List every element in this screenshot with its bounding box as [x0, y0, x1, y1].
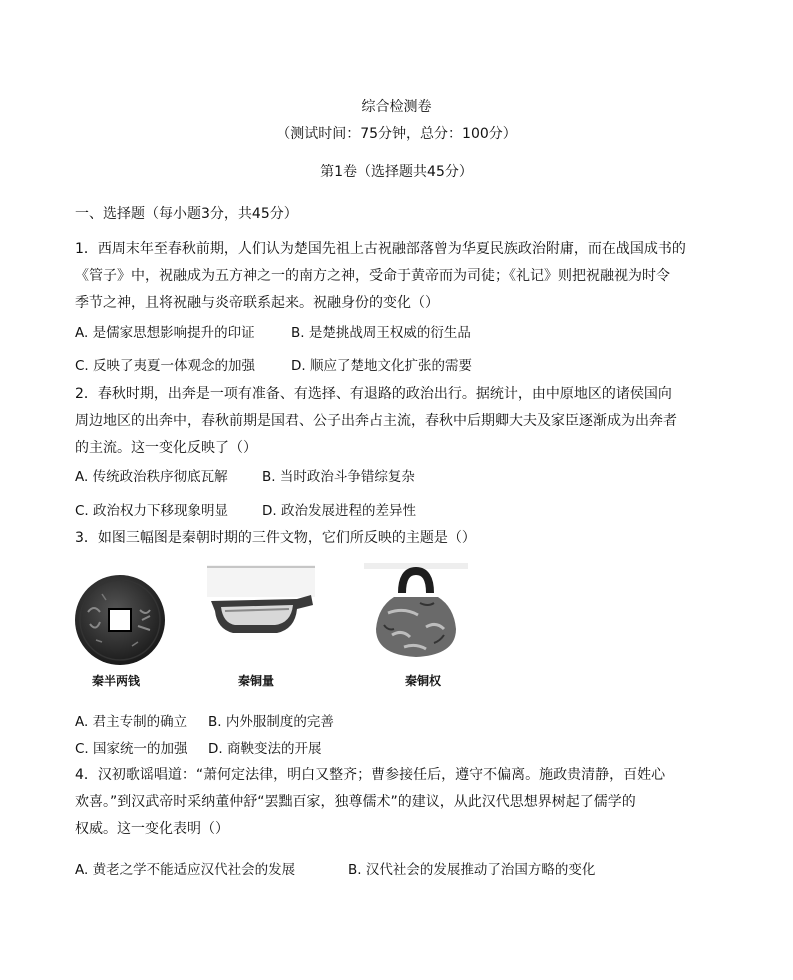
q4-line-1: 4．汉初歌谣唱道：“萧何定法律，明白又整齐；曹参接任后，遵守不偏离。施政贵清静，百姓心 [75, 767, 666, 783]
figure-caption-measure: 秦铜量 [238, 674, 275, 688]
q2-option-b[interactable]: B. 当时政治斗争错综复杂 [262, 469, 415, 485]
q2-line-3: 的主流。这一变化反映了（） [75, 440, 257, 456]
q1-option-b[interactable]: B. 是楚挑战周王权威的衍生品 [291, 325, 471, 341]
q1-line-2: 《管子》中，祝融成为五方神之一的南方之神，受命于黄帝而为司徒；《礼记》则把祝融视为时令 [75, 268, 670, 284]
q2-option-d[interactable]: D. 政治发展进程的差异性 [262, 503, 416, 519]
qin-bronze-measure-image [207, 565, 315, 649]
q1-option-a[interactable]: A. 是儒家思想影响提升的印证 [75, 325, 255, 341]
q4-line-3: 权威。这一变化表明（） [75, 821, 229, 837]
q3-option-d[interactable]: D. 商鞅变法的开展 [208, 741, 322, 757]
part-heading: 第1卷（选择题共45分） [320, 164, 473, 180]
q2-option-a[interactable]: A. 传统政治秩序彻底瓦解 [75, 469, 228, 485]
q1-option-c[interactable]: C. 反映了夷夏一体观念的加强 [75, 358, 256, 374]
qin-coin-image [72, 572, 168, 672]
figure-caption-coin: 秦半两钱 [92, 674, 141, 688]
q3-option-b[interactable]: B. 内外服制度的完善 [208, 714, 334, 730]
q2-option-c[interactable]: C. 政治权力下移现象明显 [75, 503, 229, 519]
q4-option-b[interactable]: B. 汉代社会的发展推动了治国方略的变化 [348, 862, 596, 878]
q4-option-a[interactable]: A. 黄老之学不能适应汉代社会的发展 [75, 862, 296, 878]
exam-subtitle: （测试时间：75分钟，总分：100分） [276, 126, 517, 142]
q3-option-c[interactable]: C. 国家统一的加强 [75, 741, 188, 757]
qin-bronze-weight-image [364, 563, 468, 671]
figure-caption-weight: 秦铜权 [405, 674, 442, 688]
q2-line-1: 2．春秋时期，出奔是一项有准备、有选择、有退路的政治出行。据统计，由中原地区的诸侯国向 [75, 386, 672, 402]
q4-line-2: 欢喜。”到汉武帝时采纳董仲舒“罢黜百家，独尊儒术”的建议，从此汉代思想界树起了儒学的 [75, 794, 636, 810]
q1-option-d[interactable]: D. 顺应了楚地文化扩张的需要 [291, 358, 472, 374]
q3-line-1: 3．如图三幅图是秦朝时期的三件文物，它们所反映的主题是（） [75, 530, 476, 546]
q1-line-3: 季节之神，且将祝融与炎帝联系起来。祝融身份的变化（） [75, 295, 439, 311]
q2-line-2: 周边地区的出奔中，春秋前期是国君、公子出奔占主流，春秋中后期卿大夫及家臣逐渐成为出奔者 [75, 413, 677, 429]
section-heading: 一、选择题（每小题3分，共45分） [75, 206, 298, 222]
exam-title: 综合检测卷 [361, 99, 432, 115]
q1-line-1: 1．西周末年至春秋前期，人们认为楚国先祖上古祝融部落曾为华夏民族政治附庸，而在战国成书的 [75, 241, 686, 257]
q3-option-a[interactable]: A. 君主专制的确立 [75, 714, 188, 730]
